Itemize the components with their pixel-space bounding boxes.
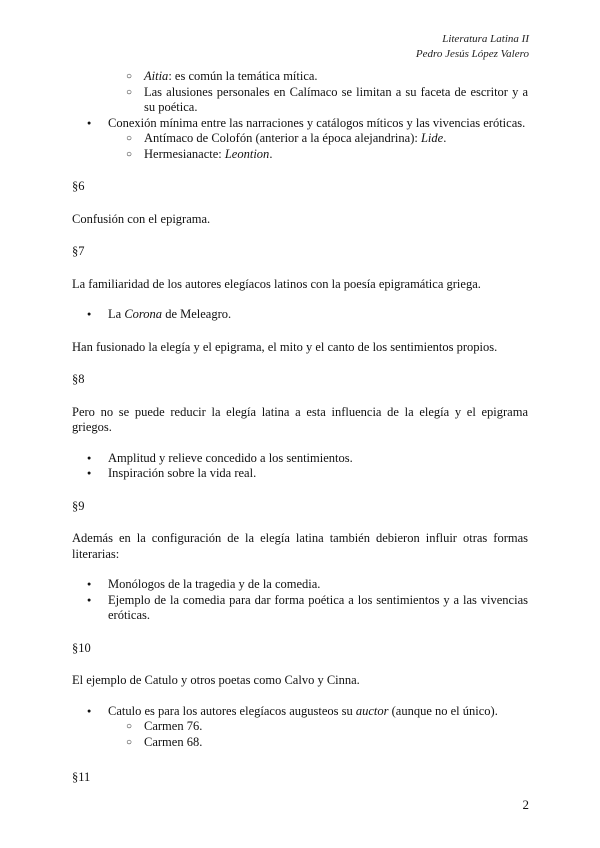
section-heading: §7 (72, 244, 85, 258)
bullet-list (72, 451, 528, 482)
paragraph: El ejemplo de Catulo y otros poetas como Calvo y Cinna. (72, 673, 360, 687)
header-course: Literatura Latina II (442, 33, 529, 45)
section-heading: §9 (72, 498, 85, 513)
page-number: 2 (522, 797, 529, 812)
bullet-list (72, 704, 528, 751)
section-heading: §10 (72, 640, 91, 655)
section-heading: §11 (72, 770, 91, 784)
section-heading: §8 (72, 372, 85, 386)
paragraph: La familiaridad de los autores elegíacos latinos con la poesía epigramática griega. (72, 276, 481, 291)
paragraph: Además en la configuración de la elegía latina también debieron influir otras formas literarias: (72, 531, 528, 561)
running-header (416, 32, 529, 62)
paragraph: Pero no se puede reducir la elegía latina a esta influencia de la elegía y el epigrama griegos. (72, 404, 528, 434)
section-heading: §6 (72, 179, 85, 193)
list-item: ● Amplitud y relieve concedido a los sentimientos. (72, 451, 528, 467)
list-item: ● Catulo es para los autores elegíacos augusteos su auctor (aunque no el único). ○ Carmen 76. ○ Carmen 68. (72, 704, 528, 751)
list-item: ● Ejemplo de la comedia para dar forma poética a los sentimientos y a las vivencias eróticas. (72, 593, 528, 624)
list-item: ○ Carmen 76. (108, 719, 528, 735)
list-item: ○ Las alusiones personales en Calímaco se limitan a su faceta de escritor y a su poética. (72, 85, 528, 116)
header-author: Pedro Jesús López Valero (415, 48, 529, 60)
list-item: ○ Antímaco de Colofón (anterior a la época alejandrina): Lide. (108, 131, 528, 147)
nested-sublist (108, 131, 528, 162)
paragraph: Confusión con el epigrama. (72, 211, 211, 226)
list-item: ● Inspiración sobre la vida real. (72, 466, 528, 482)
list-item: ○ Carmen 68. (108, 735, 528, 751)
top-sublist (72, 69, 528, 116)
document-body (72, 69, 528, 786)
list-item: ○ Hermesianacte: Leontion. (108, 147, 528, 163)
bullet-list (72, 577, 528, 624)
list-item: ● La Corona de Meleagro. (72, 307, 528, 323)
bullet-list (72, 307, 528, 323)
top-list (72, 116, 528, 163)
list-item: ● Monólogos de la tragedia y de la comedia. (72, 577, 528, 593)
list-item: ● Conexión mínima entre las narraciones y catálogos míticos y las vivencias eróticas. ○ Antímaco de Colofón (anterior a la época alejandrina): Lide. ○ Hermesianacte: Leontion. (72, 116, 528, 163)
paragraph: Han fusionado la elegía y el epigrama, el mito y el canto de los sentimientos propios. (72, 339, 498, 354)
list-item: ○ Aitia: es común la temática mítica. (72, 69, 528, 85)
nested-sublist (108, 719, 528, 750)
